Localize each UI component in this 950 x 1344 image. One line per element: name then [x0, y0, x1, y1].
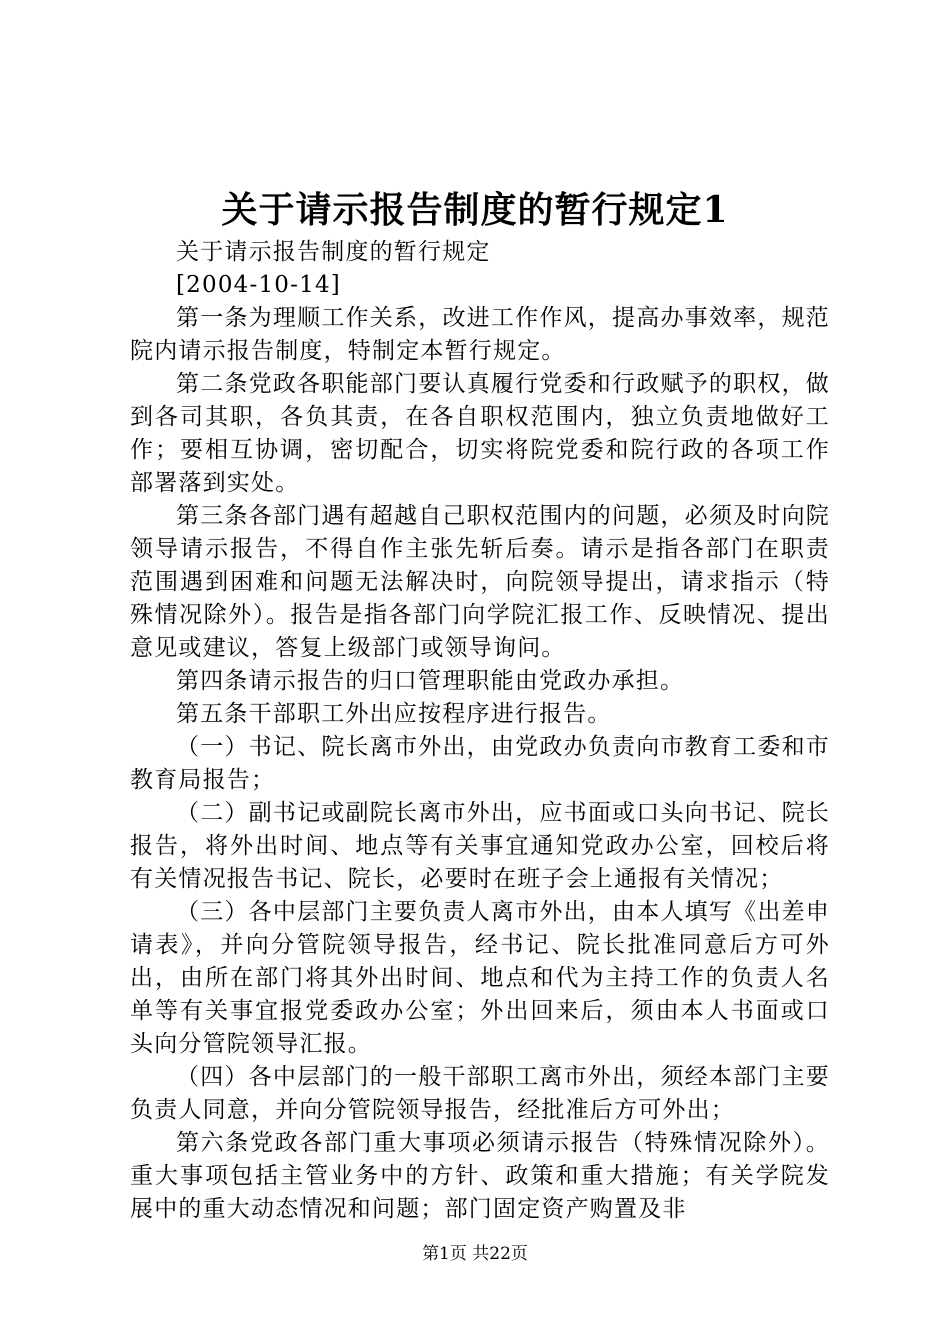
paragraph-item-3: （三）各中层部门主要负责人离市外出，由本人填写《出差申请表》，并向分管院领导报告，经书记、院长批准同意后方可外出，由所在部门将其外出时间、地点和代为主持工作的负责人名单等有关事宜报党委政办公室；外出回来后，须由本人书面或口头向分管院领导汇报。 [130, 899, 830, 1057]
paragraph-article-6: 第六条党政各部门重大事项必须请示报告（特殊情况除外）。重大事项包括主管业务中的方针、政策和重大措施；有关学院发展中的重大动态情况和问题；部门固定资产购置及非 [130, 1130, 830, 1222]
paragraph-article-3: 第三条各部门遇有超越自己职权范围内的问题，必须及时向院领导请示报告，不得自作主张先斩后奏。请示是指各部门在职责范围遇到困难和问题无法解决时，向院领导提出，请求指示（特殊情况除外）。报告是指各部门向学院汇报工作、反映情况、提出意见或建议，答复上级部门或领导询问。 [130, 503, 830, 661]
page-footer [0, 1242, 950, 1266]
paragraph-date: [2004-10-14] [176, 272, 341, 298]
document-title: 关于请示报告制度的暂行规定1 [221, 189, 729, 231]
paragraph-item-2: （二）副书记或副院长离市外出，应书面或口头向书记、院长报告，将外出时间、地点等有关事宜通知党政办公室，回校后将有关情况报告书记、院长，必要时在班子会上通报有关情况； [130, 800, 830, 892]
paragraph-item-1: （一）书记、院长离市外出，由党政办负责向市教育工委和市教育局报告； [130, 734, 830, 793]
paragraph-subtitle: 关于请示报告制度的暂行规定 [176, 239, 491, 265]
page-indicator: 第1页 共22页 [422, 1244, 528, 1264]
paragraph-article-5: 第五条干部职工外出应按程序进行报告。 [176, 701, 612, 727]
document-body [130, 236, 830, 1226]
paragraph-article-2: 第二条党政各职能部门要认真履行党委和行政赋予的职权，做到各司其职，各负其责，在各自职权范围内，独立负责地做好工作；要相互协调，密切配合，切实将院党委和院行政的各项工作部署落到实处。 [130, 371, 830, 496]
paragraph-item-4: （四）各中层部门的一般干部职工离市外出，须经本部门主要负责人同意，并向分管院领导报告，经批准后方可外出； [130, 1064, 830, 1123]
paragraph-article-1: 第一条为理顺工作关系，改进工作作风，提高办事效率，规范院内请示报告制度，特制定本暂行规定。 [130, 305, 830, 364]
paragraph-article-4: 第四条请示报告的归口管理职能由党政办承担。 [176, 668, 685, 694]
